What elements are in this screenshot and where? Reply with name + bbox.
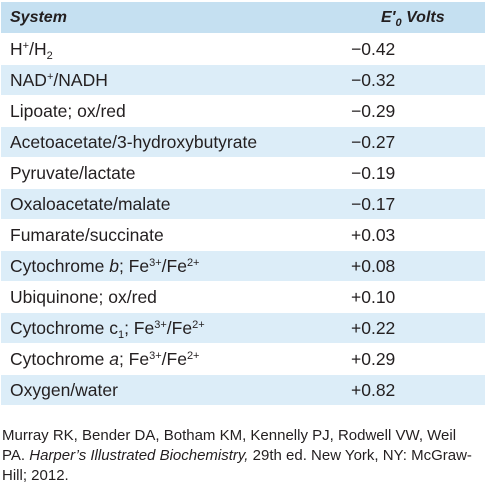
value-cell: +0.29 bbox=[351, 348, 396, 369]
header-system: System bbox=[10, 8, 67, 26]
system-text: Cytochrome bbox=[10, 348, 110, 369]
value-cell: +0.03 bbox=[351, 224, 396, 245]
system-cell bbox=[1, 318, 347, 339]
header-volts bbox=[347, 9, 481, 27]
system-text: ; Fe bbox=[124, 317, 155, 338]
table-row bbox=[1, 312, 485, 343]
table-row bbox=[1, 157, 485, 188]
system-cell: Acetoacetate/3-hydroxybutyrate bbox=[10, 131, 258, 152]
subscript: 2 bbox=[46, 49, 53, 62]
superscript: 2+ bbox=[186, 256, 200, 269]
system-cell: Oxygen/water bbox=[10, 379, 118, 400]
subscript: 1 bbox=[117, 328, 125, 341]
superscript: 3+ bbox=[149, 256, 162, 269]
header-e: E bbox=[381, 8, 392, 26]
value-cell: +0.22 bbox=[351, 317, 396, 338]
system-text: /Fe bbox=[166, 317, 193, 338]
system-cell bbox=[1, 70, 347, 91]
system-cell bbox=[1, 39, 347, 60]
system-text: /NADH bbox=[53, 69, 108, 90]
source-citation bbox=[2, 426, 482, 486]
value-cell: −0.27 bbox=[351, 131, 396, 152]
table-row bbox=[1, 343, 485, 374]
value-cell: −0.29 bbox=[351, 100, 396, 121]
value-cell: −0.32 bbox=[351, 69, 396, 90]
system-cell: Pyruvate/lactate bbox=[10, 162, 136, 183]
table-row bbox=[1, 126, 485, 157]
table-row bbox=[1, 219, 485, 250]
value-cell: +0.08 bbox=[351, 255, 396, 276]
system-cell bbox=[1, 256, 347, 277]
citation-authors: Murray RK, Bender DA, Botham KM, Kennelly PJ, Rodwell VW, Weil PA. bbox=[2, 427, 457, 464]
system-cell: Ubiquinone; ox/red bbox=[10, 286, 157, 307]
citation-publisher: 29th ed. New York, NY: McGraw-Hill; 2012. bbox=[2, 447, 472, 484]
table-row bbox=[1, 64, 485, 95]
system-cell bbox=[1, 349, 347, 370]
system-text: /Fe bbox=[161, 255, 187, 276]
superscript: + bbox=[22, 39, 30, 52]
value-cell: +0.10 bbox=[351, 286, 396, 307]
system-text: H bbox=[10, 38, 23, 59]
superscript: + bbox=[46, 70, 54, 83]
value-cell: −0.19 bbox=[351, 162, 396, 183]
system-italic: b bbox=[109, 255, 119, 276]
header-prime: ′ bbox=[391, 8, 396, 26]
system-italic: a bbox=[109, 348, 119, 369]
system-text: /Fe bbox=[161, 348, 187, 369]
table-row bbox=[1, 33, 485, 64]
citation-book-title: Harper’s Illustrated Biochemistry, bbox=[29, 447, 249, 464]
system-text: ; Fe bbox=[118, 255, 150, 276]
header-units: Volts bbox=[401, 8, 445, 26]
system-text: Cytochrome bbox=[10, 255, 110, 276]
table-row bbox=[1, 281, 485, 312]
system-text: /H bbox=[29, 38, 47, 59]
table-row bbox=[1, 250, 485, 281]
system-text: Cytochrome c bbox=[10, 317, 118, 338]
superscript: 3+ bbox=[154, 318, 167, 331]
value-cell: +0.82 bbox=[351, 379, 396, 400]
system-cell: Oxaloacetate/malate bbox=[10, 193, 171, 214]
table-row bbox=[1, 374, 485, 405]
system-cell: Fumarate/succinate bbox=[10, 224, 164, 245]
value-cell: −0.42 bbox=[351, 38, 396, 59]
table-row bbox=[1, 188, 485, 219]
value-cell: −0.17 bbox=[351, 193, 396, 214]
superscript: 2+ bbox=[186, 349, 200, 362]
table-header-row bbox=[1, 2, 485, 33]
superscript: 3+ bbox=[149, 349, 162, 362]
redox-potential-table bbox=[1, 2, 485, 405]
system-text: ; Fe bbox=[118, 348, 150, 369]
header-subscript: 0 bbox=[395, 16, 402, 29]
system-cell: Lipoate; ox/red bbox=[10, 100, 126, 121]
system-text: NAD bbox=[10, 69, 47, 90]
superscript: 2+ bbox=[192, 318, 205, 331]
table-row bbox=[1, 95, 485, 126]
